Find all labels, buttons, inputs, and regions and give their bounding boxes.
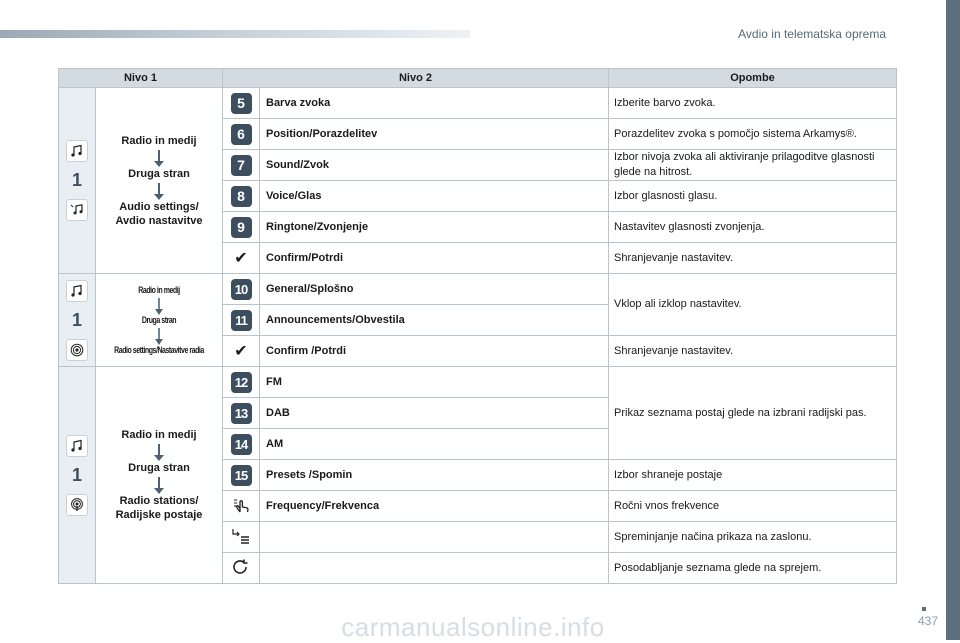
note: Izbor nivoja zvoka ali aktiviranje prilagoditve glasnosti glede na hitrost. xyxy=(609,150,897,181)
number-badge: 14 xyxy=(231,434,252,455)
step-badge: 1 xyxy=(71,170,82,190)
level2-label: DAB xyxy=(260,398,609,429)
page-marker xyxy=(922,607,926,611)
level2-label: Confirm/Potrdi xyxy=(260,243,609,274)
refresh-icon xyxy=(231,567,251,579)
level2-label: Position/Porazdelitev xyxy=(260,119,609,150)
level1-menu-path xyxy=(96,274,223,367)
settings-table xyxy=(58,68,897,584)
menu-item: Radio in medij xyxy=(138,284,180,295)
step-badge: 1 xyxy=(71,464,82,485)
note: Posodabljanje seznama glede na sprejem. xyxy=(609,553,897,584)
note: Izbor glasnosti glasu. xyxy=(609,181,897,212)
number-badge: 11 xyxy=(231,310,252,331)
level2-label xyxy=(260,553,609,584)
note: Prikaz seznama postaj glede na izbrani radijski pas. xyxy=(609,367,897,460)
checkmark-icon: ✔ xyxy=(234,343,248,360)
menu-item: Druga stran xyxy=(141,314,177,325)
column-header-level1: Nivo 1 xyxy=(59,69,223,88)
menu-item: Radio in medij xyxy=(121,429,197,441)
level1-menu-path xyxy=(96,88,223,274)
group-icons xyxy=(59,88,96,274)
group-icons xyxy=(59,274,96,367)
radio-settings-icon xyxy=(66,339,88,361)
level1-menu-path xyxy=(96,367,223,584)
music-note-icon xyxy=(66,280,88,302)
table-row xyxy=(59,88,897,119)
level2-label: Frequency/Frekvenca xyxy=(260,491,609,522)
music-settings-icon xyxy=(66,199,88,221)
arrow-down-icon xyxy=(158,150,160,162)
watermark: carmanualsonline.info xyxy=(341,612,605,642)
note: Izbor shraneje postaje xyxy=(609,460,897,491)
menu-item: Druga stran xyxy=(128,167,190,180)
checkmark-icon: ✔ xyxy=(234,250,248,267)
header-bar xyxy=(0,30,470,38)
level2-label: AM xyxy=(260,429,609,460)
menu-item: Audio settings/ Avdio nastavitve xyxy=(115,200,203,227)
step-badge: 1 xyxy=(71,309,82,330)
level2-label: FM xyxy=(260,367,609,398)
level2-label: Ringtone/Zvonjenje xyxy=(260,212,609,243)
music-note-icon xyxy=(66,140,88,162)
menu-item: Druga stran xyxy=(128,462,190,474)
menu-item: Radio settings/Nastavitve radia xyxy=(114,344,204,355)
note: Spreminjanje načina prikaza na zaslonu. xyxy=(609,522,897,553)
number-badge: 13 xyxy=(231,403,252,424)
hand-touch-icon xyxy=(231,505,251,517)
note: Vklop ali izklop nastavitev. xyxy=(609,274,897,336)
note: Izberite barvo zvoka. xyxy=(609,88,897,119)
number-badge: 10 xyxy=(231,279,252,300)
menu-item: Radio in medij xyxy=(121,134,197,147)
note: Porazdelitev zvoka s pomočjo sistema Arkamys®. xyxy=(609,119,897,150)
section-title: Avdio in telematska oprema xyxy=(738,27,886,41)
note: Ročni vnos frekvence xyxy=(609,491,897,522)
note: Shranjevanje nastavitev. xyxy=(609,336,897,367)
level2-label: Barva zvoka xyxy=(260,88,609,119)
level2-label: Announcements/Obvestila xyxy=(260,305,609,336)
music-note-icon xyxy=(66,435,88,457)
level2-label: Sound/Zvok xyxy=(260,150,609,181)
page-number: 437 xyxy=(917,614,938,628)
level2-label: Presets /Spomin xyxy=(260,460,609,491)
level2-label xyxy=(260,522,609,553)
number-badge: 6 xyxy=(231,124,252,145)
note: Shranjevanje nastavitev. xyxy=(609,243,897,274)
radio-stations-icon xyxy=(66,494,88,516)
column-header-notes: Opombe xyxy=(609,69,897,88)
arrow-down-icon xyxy=(158,183,160,195)
menu-item: Radio stations/ Radijske postaje xyxy=(115,495,203,521)
table-row xyxy=(59,274,897,305)
group-icons xyxy=(59,367,96,584)
number-badge: 12 xyxy=(231,372,252,393)
arrow-down-icon xyxy=(158,444,160,456)
table-header xyxy=(59,69,897,88)
note: Nastavitev glasnosti zvonjenja. xyxy=(609,212,897,243)
level2-label: Confirm /Potrdi xyxy=(260,336,609,367)
table-row xyxy=(59,367,897,398)
arrow-down-icon xyxy=(158,298,160,310)
display-mode-icon xyxy=(231,536,251,548)
number-badge: 15 xyxy=(231,465,252,486)
level2-label: General/Splošno xyxy=(260,274,609,305)
side-band xyxy=(946,0,960,640)
number-badge: 9 xyxy=(231,217,252,238)
number-badge: 7 xyxy=(231,155,252,176)
arrow-down-icon xyxy=(158,477,160,489)
column-header-level2: Nivo 2 xyxy=(223,69,609,88)
number-badge: 5 xyxy=(231,93,252,114)
arrow-down-icon xyxy=(158,328,160,340)
level2-label: Voice/Glas xyxy=(260,181,609,212)
number-badge: 8 xyxy=(231,186,252,207)
